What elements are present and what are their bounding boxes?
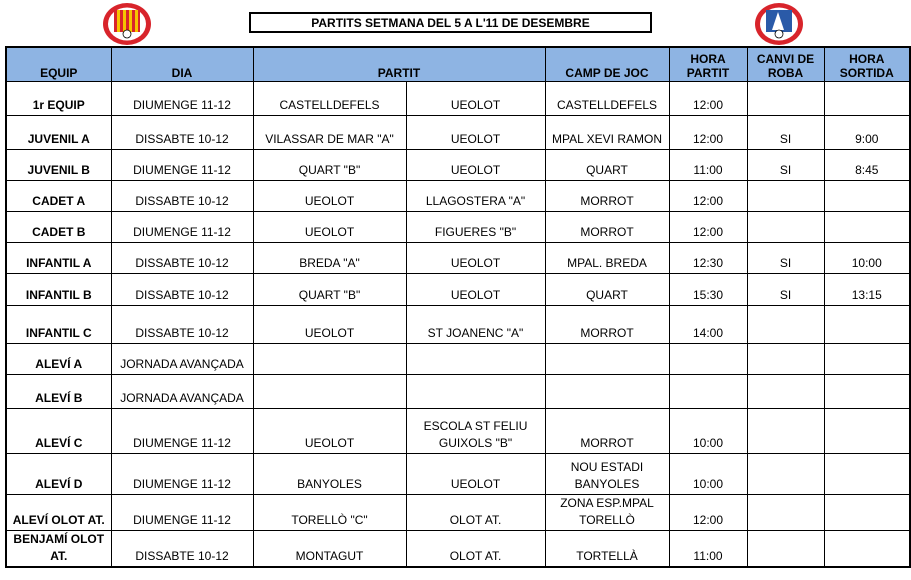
cell-canvi-roba: SI [747, 150, 824, 181]
cell-local: UEOLOT [253, 409, 406, 454]
cell-camp: MORROT [545, 181, 669, 212]
cell-equip: ALEVÍ B [6, 375, 111, 409]
cell-local: BREDA "A" [253, 243, 406, 274]
cell-visitant: UEOLOT [406, 82, 545, 116]
cell-hora-sortida [824, 495, 910, 531]
cell-visitant: OLOT AT. [406, 495, 545, 531]
cell-camp: MORROT [545, 212, 669, 243]
cell-equip: INFANTIL B [6, 274, 111, 306]
table-row [6, 409, 910, 454]
cell-hora-partit: 12:00 [669, 212, 747, 243]
cell-camp: MORROT [545, 306, 669, 344]
cell-hora-partit [669, 344, 747, 375]
cell-dia: DIUMENGE 11-12 [111, 82, 253, 116]
cell-equip: INFANTIL A [6, 243, 111, 274]
table-row [6, 495, 910, 531]
cell-dia: DISSABTE 10-12 [111, 274, 253, 306]
cell-dia: DIUMENGE 11-12 [111, 212, 253, 243]
table-row [6, 274, 910, 306]
cell-dia: DIUMENGE 11-12 [111, 150, 253, 181]
cell-visitant: ESCOLA ST FELIU GUIXOLS "B" [406, 409, 545, 454]
cell-hora-sortida: 9:00 [824, 116, 910, 150]
table-row [6, 181, 910, 212]
table-row [6, 375, 910, 409]
cell-visitant: UEOLOT [406, 243, 545, 274]
cell-visitant: ST JOANENC "A" [406, 306, 545, 344]
cell-canvi-roba [747, 306, 824, 344]
cell-hora-sortida [824, 375, 910, 409]
cell-hora-partit: 12:30 [669, 243, 747, 274]
cell-hora-sortida [824, 212, 910, 243]
cell-equip: JUVENIL B [6, 150, 111, 181]
cell-canvi-roba [747, 409, 824, 454]
cell-canvi-roba [747, 181, 824, 212]
cell-local: VILASSAR DE MAR "A" [253, 116, 406, 150]
table-row [6, 82, 910, 116]
col-header-dia: DIA [111, 47, 253, 82]
cell-canvi-roba [747, 454, 824, 495]
table-row [6, 212, 910, 243]
cell-camp: MPAL. BREDA [545, 243, 669, 274]
cell-visitant [406, 344, 545, 375]
col-header-canvi-roba: CANVI DE ROBA [747, 47, 824, 82]
club-logo-left [102, 2, 152, 46]
cell-visitant: UEOLOT [406, 150, 545, 181]
cell-camp: NOU ESTADI BANYOLES [545, 454, 669, 495]
table-row [6, 531, 910, 568]
cell-hora-partit: 11:00 [669, 531, 747, 568]
cell-hora-partit: 12:00 [669, 116, 747, 150]
cell-canvi-roba [747, 82, 824, 116]
cell-hora-partit: 12:00 [669, 82, 747, 116]
cell-dia: DISSABTE 10-12 [111, 243, 253, 274]
cell-equip: CADET B [6, 212, 111, 243]
cell-local: UEOLOT [253, 212, 406, 243]
table-row [6, 243, 910, 274]
cell-canvi-roba: SI [747, 243, 824, 274]
cell-visitant: OLOT AT. [406, 531, 545, 568]
cell-hora-sortida: 13:15 [824, 274, 910, 306]
cell-dia: DIUMENGE 11-12 [111, 409, 253, 454]
cell-equip: BENJAMÍ OLOT AT. [6, 531, 111, 568]
cell-hora-sortida [824, 531, 910, 568]
col-header-equip: EQUIP [6, 47, 111, 82]
cell-canvi-roba [747, 495, 824, 531]
cell-visitant: UEOLOT [406, 454, 545, 495]
cell-hora-partit [669, 375, 747, 409]
cell-hora-sortida: 8:45 [824, 150, 910, 181]
cell-local [253, 375, 406, 409]
table-row [6, 454, 910, 495]
cell-local: TORELLÒ "C" [253, 495, 406, 531]
cell-dia: JORNADA AVANÇADA [111, 375, 253, 409]
cell-hora-partit: 12:00 [669, 495, 747, 531]
cell-hora-sortida [824, 82, 910, 116]
cell-hora-partit: 11:00 [669, 150, 747, 181]
cell-hora-sortida [824, 409, 910, 454]
cell-camp: MPAL XEVI RAMON [545, 116, 669, 150]
cell-dia: DIUMENGE 11-12 [111, 495, 253, 531]
col-header-hora-partit: HORA PARTIT [669, 47, 747, 82]
cell-dia: DISSABTE 10-12 [111, 116, 253, 150]
cell-local: BANYOLES [253, 454, 406, 495]
schedule-table [5, 46, 911, 568]
table-row [6, 116, 910, 150]
table-header-row [6, 47, 910, 82]
cell-canvi-roba [747, 531, 824, 568]
cell-canvi-roba: SI [747, 116, 824, 150]
table-row [6, 150, 910, 181]
cell-equip: CADET A [6, 181, 111, 212]
cell-local: QUART "B" [253, 274, 406, 306]
cell-local [253, 344, 406, 375]
cell-hora-sortida [824, 181, 910, 212]
cell-hora-partit: 10:00 [669, 409, 747, 454]
cell-dia: DISSABTE 10-12 [111, 306, 253, 344]
cell-hora-sortida [824, 454, 910, 495]
cell-local: CASTELLDEFELS [253, 82, 406, 116]
page-title: PARTITS SETMANA DEL 5 A L'11 DE DESEMBRE [249, 12, 652, 33]
cell-hora-sortida: 10:00 [824, 243, 910, 274]
cell-hora-partit: 15:30 [669, 274, 747, 306]
cell-camp: QUART [545, 274, 669, 306]
table-row [6, 306, 910, 344]
cell-local: UEOLOT [253, 181, 406, 212]
cell-hora-partit: 12:00 [669, 181, 747, 212]
cell-equip: ALEVÍ OLOT AT. [6, 495, 111, 531]
cell-visitant: UEOLOT [406, 116, 545, 150]
cell-visitant: FIGUERES "B" [406, 212, 545, 243]
cell-camp: ZONA ESP.MPAL TORELLÒ [545, 495, 669, 531]
cell-camp: QUART [545, 150, 669, 181]
cell-local: MONTAGUT [253, 531, 406, 568]
cell-visitant [406, 375, 545, 409]
cell-camp [545, 344, 669, 375]
cell-canvi-roba [747, 375, 824, 409]
cell-equip: INFANTIL C [6, 306, 111, 344]
cell-dia: JORNADA AVANÇADA [111, 344, 253, 375]
cell-hora-partit: 14:00 [669, 306, 747, 344]
cell-camp [545, 375, 669, 409]
cell-equip: ALEVÍ C [6, 409, 111, 454]
cell-equip: ALEVÍ D [6, 454, 111, 495]
col-header-hora-sortida: HORA SORTIDA [824, 47, 910, 82]
cell-canvi-roba [747, 344, 824, 375]
col-header-camp: CAMP DE JOC [545, 47, 669, 82]
cell-hora-sortida [824, 306, 910, 344]
cell-dia: DIUMENGE 11-12 [111, 454, 253, 495]
cell-equip: JUVENIL A [6, 116, 111, 150]
table-row [6, 344, 910, 375]
cell-visitant: UEOLOT [406, 274, 545, 306]
cell-camp: TORTELLÀ [545, 531, 669, 568]
cell-canvi-roba [747, 212, 824, 243]
cell-canvi-roba: SI [747, 274, 824, 306]
cell-hora-sortida [824, 344, 910, 375]
cell-local: QUART "B" [253, 150, 406, 181]
cell-dia: DISSABTE 10-12 [111, 181, 253, 212]
cell-local: UEOLOT [253, 306, 406, 344]
cell-hora-partit: 10:00 [669, 454, 747, 495]
cell-camp: CASTELLDEFELS [545, 82, 669, 116]
col-header-partit: PARTIT [253, 47, 545, 82]
cell-dia: DISSABTE 10-12 [111, 531, 253, 568]
cell-visitant: LLAGOSTERA "A" [406, 181, 545, 212]
cell-camp: MORROT [545, 409, 669, 454]
club-logo-right [754, 2, 804, 46]
cell-equip: ALEVÍ A [6, 344, 111, 375]
cell-equip: 1r EQUIP [6, 82, 111, 116]
